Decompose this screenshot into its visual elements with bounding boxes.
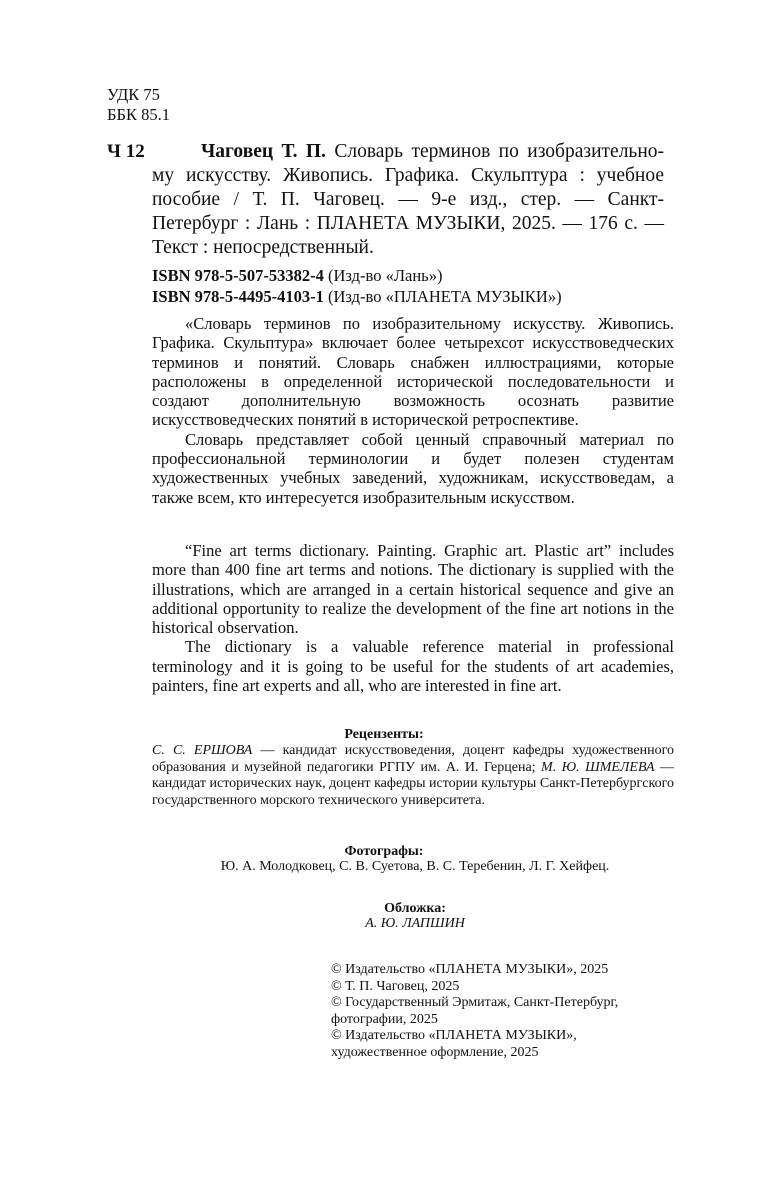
reviewer-description: — кандидат искусствоведения, доцент кафедры художественного образования и музейной педагогики РГПУ им. А. И. Герцена;: [152, 743, 674, 775]
copyright-line: фотографии, 2025: [331, 1011, 438, 1027]
annotation-paragraph: «Словарь терминов по изобразительному искусству. Живопись. Графика. Скульптура» включает более четырехсот искусствоведческих терминов и понятий. Словарь снабжен иллюстрациями, которые расположены в определенной исторической последовательности и создают дополнительную возможность осознать развитие искусствоведческих понятий в исторической ретроспективе.: [152, 314, 674, 430]
copyright-block: [331, 962, 671, 1061]
annotation-paragraph: “Fine art terms dictionary. Painting. Graphic art. Plastic art” includes more than 400 fine art terms and notions. The dictionary is supplied with the illustrations, which are arranged in a certain historical sequence and give an additional opportunity to realize the development of the fine art notions in the historical observation.: [152, 541, 674, 638]
reviewers-text: [152, 743, 674, 809]
cover-heading: Обложка:: [384, 901, 446, 916]
isbn-number: ISBN 978-5-507-53382-4: [152, 266, 324, 285]
reviewer-name: М. Ю. ШМЕЛЕВА: [541, 759, 655, 775]
reviewer-name: С. С. ЕРШОВА: [152, 743, 253, 758]
bibliographic-record: [152, 140, 664, 260]
record-description: Словарь терминов по изобразительно-му искусству. Живопись. Графика. Скульптура : учебное пособие / Т. П. Чаговец. — 9-е изд., стер. — Санкт-Петербург : Лань : ПЛАНЕТА МУЗЫКИ, 2025. — 176 с. — Текст : непосредственный.: [152, 141, 664, 258]
record-author: Чаговец Т. П.: [201, 141, 326, 162]
reviewer-description: — кандидат исторических наук, доцент кафедры истории культуры Санкт-Петербургского государственного морского технического университета.: [152, 759, 675, 808]
cover-designer: А. Ю. ЛАПШИН: [365, 916, 465, 931]
copyright-line: © Издательство «ПЛАНЕТА МУЗЫКИ»,: [331, 1028, 577, 1043]
isbn-line: [152, 287, 562, 307]
isbn-publisher: (Изд-во «Лань»): [328, 266, 443, 285]
photographers-names: Ю. А. Молодковец, С. В. Суетова, В. С. Теребенин, Л. Г. Хейфец.: [220, 859, 610, 874]
copyright-line: художественное оформление, 2025: [331, 1044, 539, 1060]
copyright-line: © Государственный Эрмитаж, Санкт-Петербург,: [331, 995, 619, 1010]
isbn-number: ISBN 978-5-4495-4103-1: [152, 287, 324, 306]
annotation-paragraph: Словарь представляет собой ценный справочный материал по профессиональной терминологии и будет полезен студентам художественных учебных заведений, художникам, искусствоведам, а также всем, кто интересуется изобразительным искусством.: [152, 429, 674, 507]
annotation-paragraph: The dictionary is a valuable reference material in professional terminology and it is going to be useful for the students of art academies, painters, fine art experts and all, who are interested in fine art.: [152, 637, 674, 696]
photographers-heading: Фотографы:: [344, 844, 424, 859]
copyright-line: © Т. П. Чаговец, 2025: [331, 978, 460, 994]
reviewers-heading: Рецензенты:: [344, 727, 424, 742]
annotation-russian: [152, 314, 674, 507]
copyright-line: © Издательство «ПЛАНЕТА МУЗЫКИ», 2025: [331, 962, 609, 977]
classification-block: [107, 85, 170, 125]
isbn-publisher: (Изд-во «ПЛАНЕТА МУЗЫКИ»): [328, 287, 562, 306]
annotation-english: [152, 541, 674, 695]
bbk-code: ББК 85.1: [107, 105, 170, 124]
udk-code: УДК 75: [107, 85, 160, 104]
isbn-line: [152, 266, 442, 286]
author-code: Ч 12: [107, 141, 145, 162]
